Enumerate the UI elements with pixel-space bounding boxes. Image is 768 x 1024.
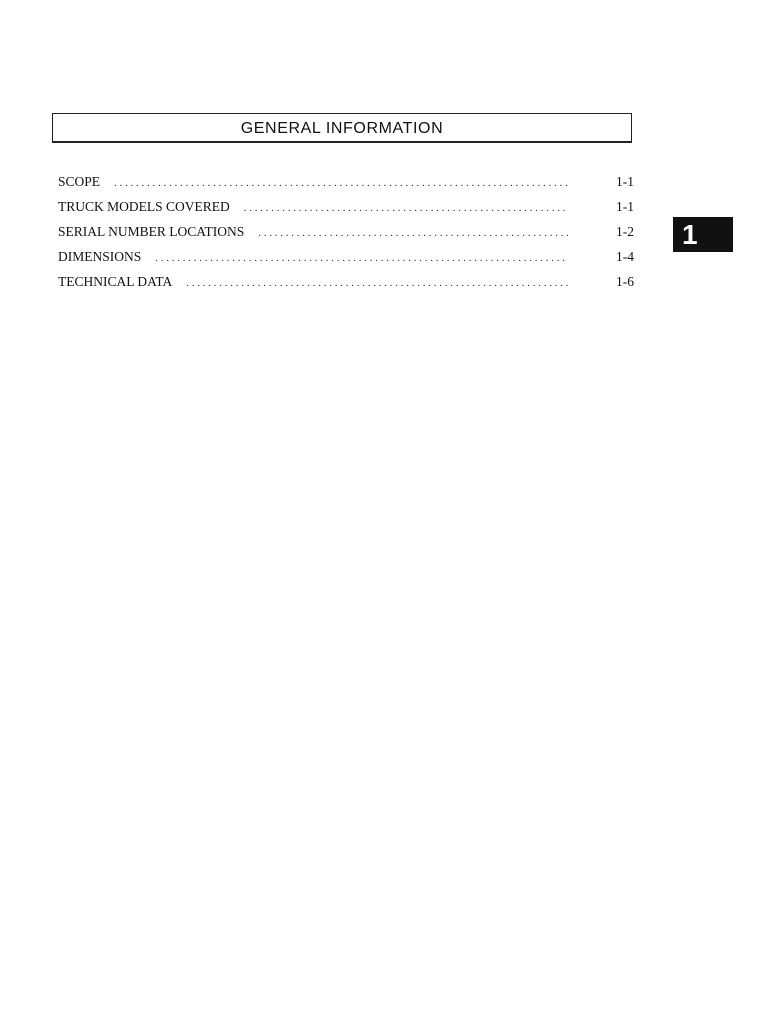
section-title-box <box>52 113 632 143</box>
dot-leader <box>258 227 568 239</box>
section-tab-marker <box>673 217 733 252</box>
section-title: GENERAL INFORMATION <box>240 120 444 137</box>
dot-leader <box>155 252 568 264</box>
dot-leader <box>114 177 568 189</box>
table-of-contents <box>58 174 634 299</box>
toc-entry-page: 1-1 <box>616 174 634 189</box>
toc-entry-serial-number-locations[interactable] <box>58 224 634 249</box>
toc-entry-page: 1-6 <box>616 274 634 289</box>
toc-entry-label: SERIAL NUMBER LOCATIONS <box>58 224 245 239</box>
dot-leader <box>186 277 568 289</box>
toc-entry-label: DIMENSIONS <box>58 249 142 264</box>
toc-entry-truck-models-covered[interactable] <box>58 199 634 224</box>
section-tab-number: 1 <box>682 219 698 250</box>
toc-entry-scope[interactable] <box>58 174 634 199</box>
dot-leader <box>244 202 568 214</box>
toc-entry-label: SCOPE <box>58 174 101 189</box>
toc-entry-page: 1-1 <box>616 199 634 214</box>
toc-entry-technical-data[interactable] <box>58 274 634 299</box>
toc-entry-label: TRUCK MODELS COVERED <box>58 199 230 214</box>
toc-entry-label: TECHNICAL DATA <box>58 274 173 289</box>
toc-entry-page: 1-2 <box>616 224 634 239</box>
toc-entry-page: 1-4 <box>616 249 634 264</box>
toc-entry-dimensions[interactable] <box>58 249 634 274</box>
